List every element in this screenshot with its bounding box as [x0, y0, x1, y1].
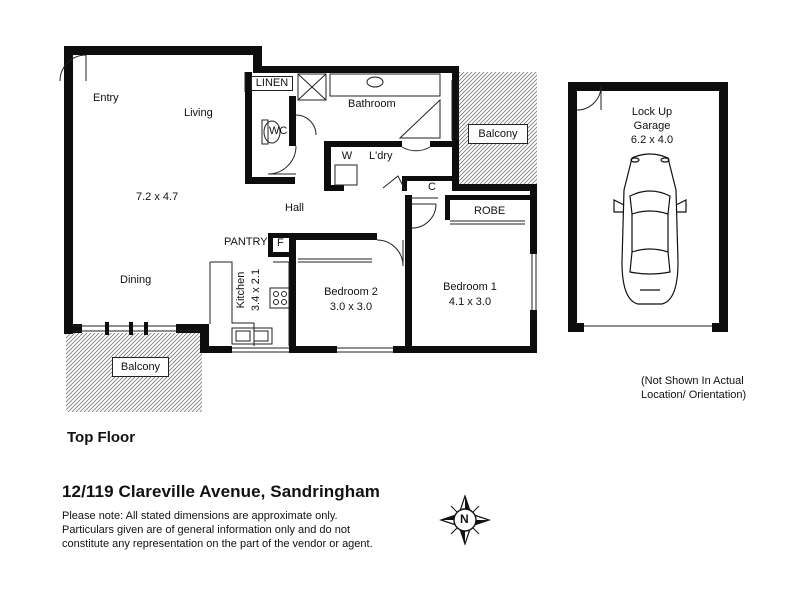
- label-living-dims: 7.2 x 4.7: [136, 191, 179, 203]
- label-bedroom1-dims: 4.1 x 3.0: [448, 296, 492, 308]
- label-wc: WC: [269, 125, 288, 137]
- garage-note: [641, 374, 746, 402]
- label-laundry: L'dry: [369, 150, 393, 162]
- label-living: Living: [184, 107, 213, 119]
- compass-label: N: [460, 512, 469, 526]
- car-icon: [614, 154, 686, 304]
- floor-title: Top Floor: [67, 429, 136, 446]
- label-robe: ROBE: [474, 205, 506, 217]
- disclaimer-line2: Particulars given are of general information only and do not: [62, 524, 351, 536]
- label-balcony-bottom: Balcony: [112, 357, 169, 377]
- label-kitchen-dims: 3.4 x 2.1: [250, 268, 262, 312]
- garage-note-line1: (Not Shown In Actual: [641, 375, 744, 387]
- disclaimer-line1: Please note: All stated dimensions are approximate only.: [62, 510, 338, 522]
- label-pantry: PANTRY: [224, 236, 268, 248]
- label-hall: Hall: [285, 202, 304, 214]
- label-c: C: [428, 181, 436, 193]
- label-bedroom2-dims: 3.0 x 3.0: [329, 301, 373, 313]
- property-address: 12/119 Clareville Avenue, Sandringham: [62, 482, 381, 501]
- disclaimer-line3: constitute any representation on the part of the vendor or agent.: [62, 538, 373, 550]
- label-bedroom1: Bedroom 1: [443, 281, 497, 293]
- label-bathroom: Bathroom: [348, 98, 396, 110]
- label-garage-line2: Garage: [633, 120, 671, 132]
- label-kitchen: Kitchen: [235, 271, 247, 309]
- label-garage-dims: 6.2 x 4.0: [630, 134, 674, 146]
- label-w: W: [341, 150, 353, 162]
- label-f: F: [277, 237, 284, 249]
- label-entry: Entry: [93, 92, 119, 104]
- label-dining: Dining: [120, 274, 152, 286]
- label-linen: LINEN: [251, 76, 293, 91]
- disclaimer: [62, 509, 373, 551]
- label-bedroom2: Bedroom 2: [324, 286, 378, 298]
- label-garage-line1: Lock Up: [631, 106, 673, 118]
- garage-note-line2: Location/ Orientation): [641, 389, 747, 401]
- label-balcony-top: Balcony: [468, 124, 528, 144]
